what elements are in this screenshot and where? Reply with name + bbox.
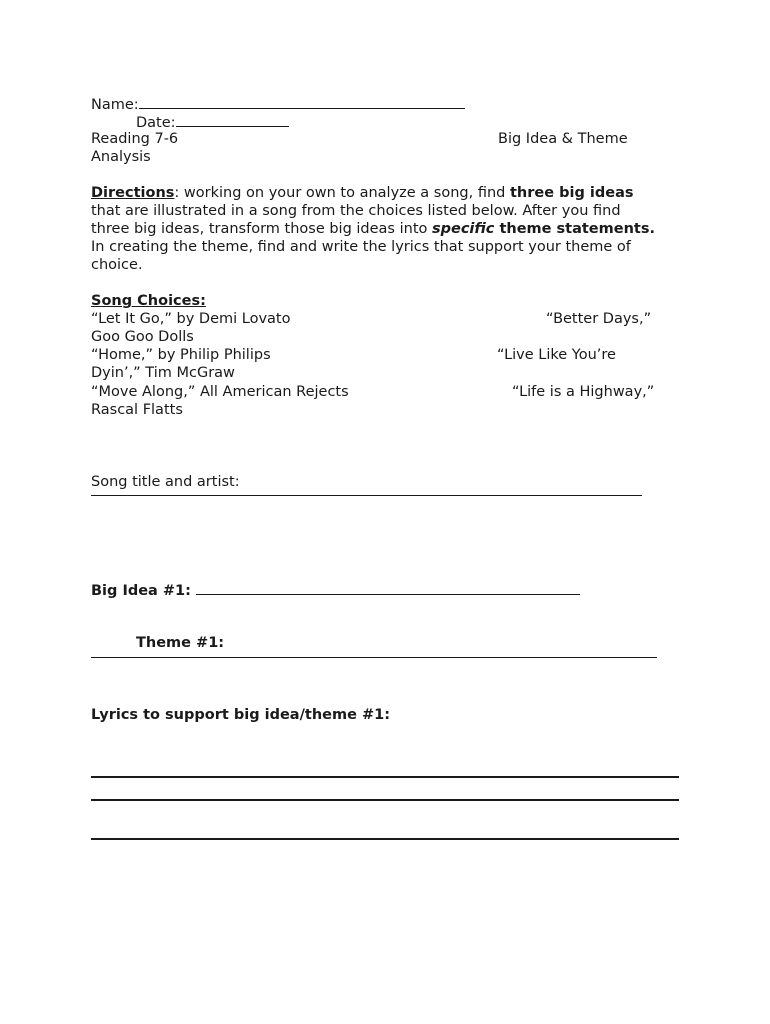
worksheet-title: Big Idea & Theme <box>498 131 628 147</box>
name-label: Name: <box>91 97 139 113</box>
date-line <box>136 112 289 132</box>
song-choice-home: “Home,” by Philip Philips <box>91 347 271 363</box>
directions-line-1: Directions: working on your own to analyze a song, find three big ideas <box>91 185 634 201</box>
lyrics-label: Lyrics to support big idea/theme #1: <box>91 707 391 723</box>
directions-line-5: choice. <box>91 257 143 273</box>
big-idea-label: Big Idea #1: <box>91 583 191 599</box>
name-blank[interactable] <box>139 94 465 109</box>
name-line <box>91 94 465 114</box>
song-choice-life-highway: “Life is a Highway,” <box>512 384 655 400</box>
song-choice-life-highway-artist: Rascal Flatts <box>91 402 183 418</box>
directions-line-4: In creating the theme, find and write the lyrics that support your theme of <box>91 239 631 255</box>
song-title-blank[interactable] <box>91 495 642 496</box>
song-choice-better-days-artist: Goo Goo Dolls <box>91 329 194 345</box>
song-choice-live-like-artist: Dyin’,” Tim McGraw <box>91 365 235 381</box>
song-title-label: Song title and artist: <box>91 474 240 490</box>
song-choice-move-along: “Move Along,” All American Rejects <box>91 384 349 400</box>
date-label: Date: <box>136 115 176 131</box>
lyrics-line-1[interactable] <box>91 776 679 778</box>
directions-line-3: three big ideas, transform those big ideas into specific theme statements. <box>91 221 655 237</box>
song-choices-heading: Song Choices: <box>91 293 206 309</box>
big-idea-blank[interactable] <box>196 580 580 595</box>
big-idea-line <box>91 580 580 600</box>
lyrics-line-2[interactable] <box>91 799 679 801</box>
directions-label: Directions <box>91 185 175 201</box>
song-choice-better-days: “Better Days,” <box>546 311 652 327</box>
theme-blank[interactable] <box>91 657 657 658</box>
lyrics-line-3[interactable] <box>91 838 679 840</box>
directions-line-2: that are illustrated in a song from the choices listed below. After you find <box>91 203 621 219</box>
song-choice-let-it-go: “Let It Go,” by Demi Lovato <box>91 311 291 327</box>
course-label: Reading 7-6 <box>91 131 179 147</box>
worksheet-title-wrap: Analysis <box>91 149 151 165</box>
date-blank[interactable] <box>176 112 289 127</box>
song-choice-live-like: “Live Like You’re <box>497 347 616 363</box>
theme-label: Theme #1: <box>136 635 225 651</box>
